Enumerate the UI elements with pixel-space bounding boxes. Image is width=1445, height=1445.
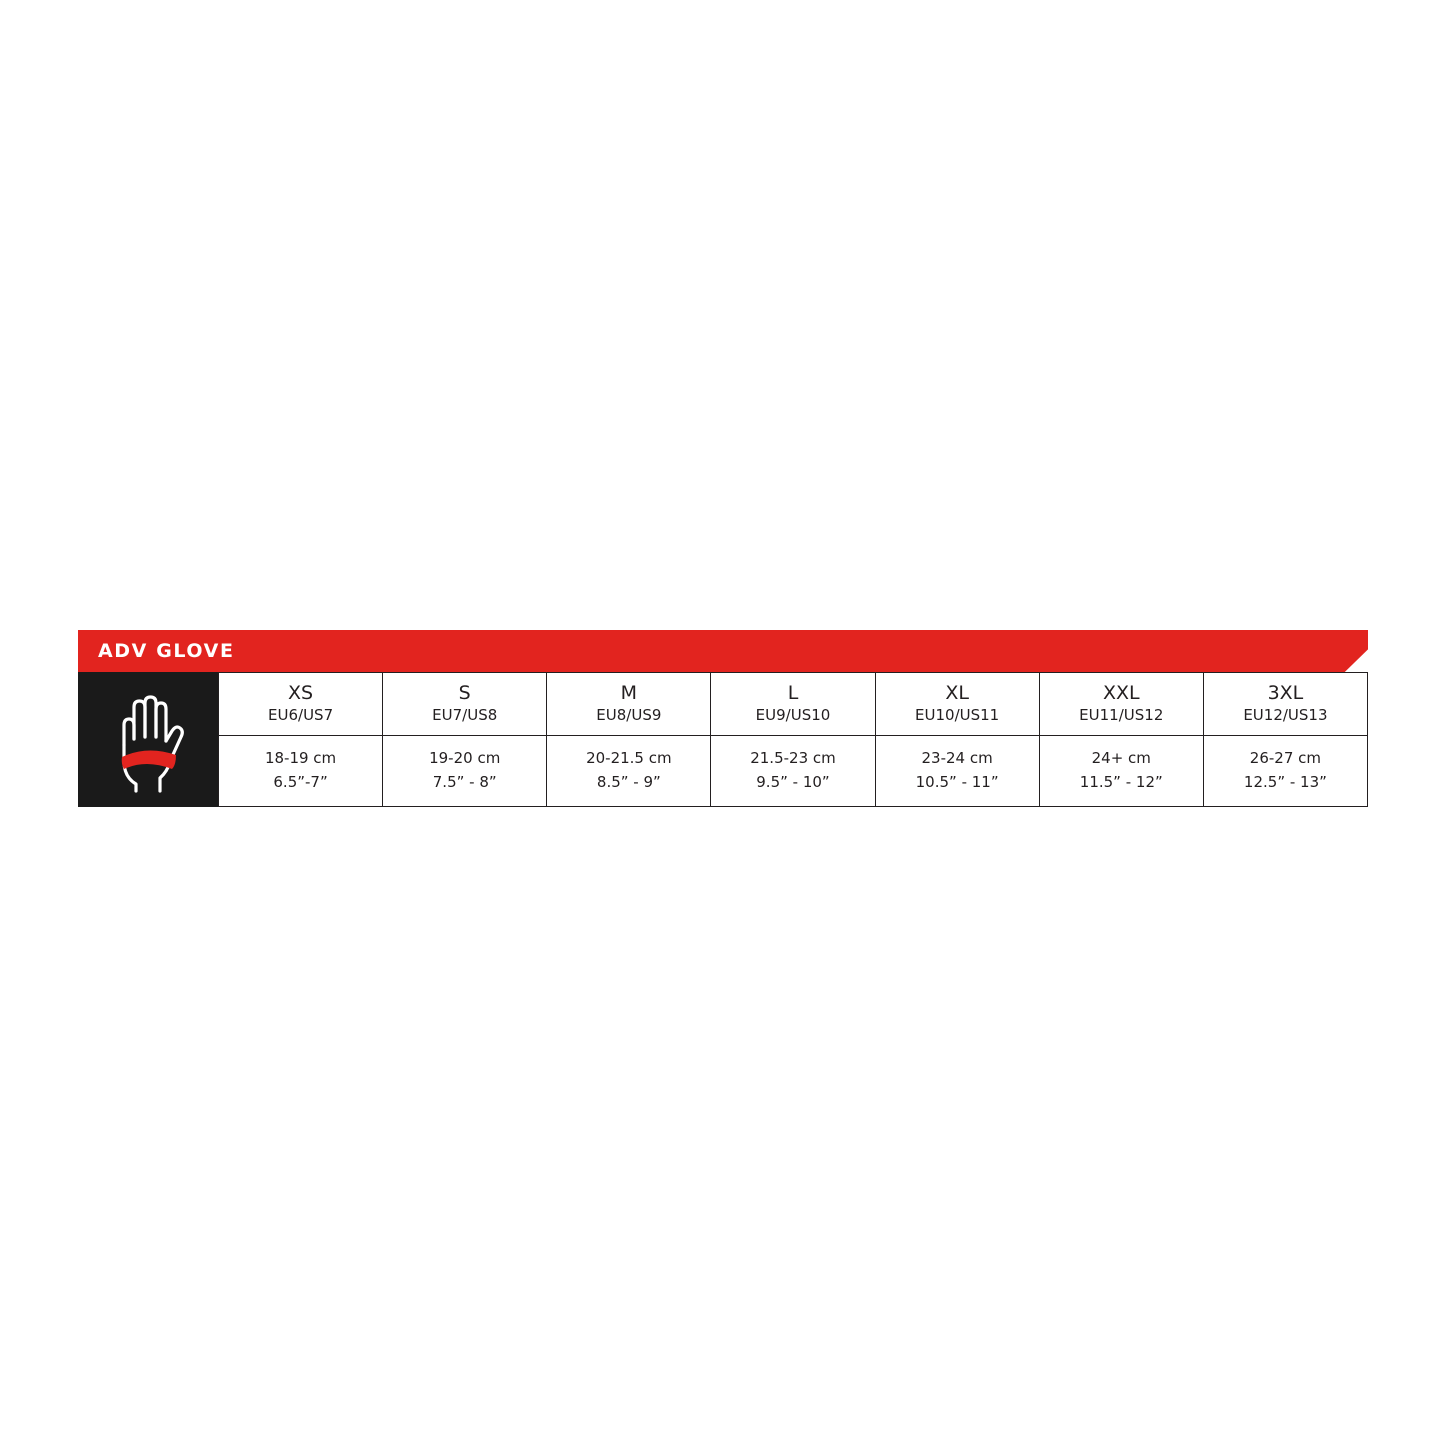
glove-illustration-cell [78, 672, 218, 807]
table-cell [875, 736, 1039, 806]
size-table-grid [218, 672, 1368, 807]
page-title: ADV GLOVE [98, 640, 235, 662]
table-header-cell [218, 673, 382, 735]
measurement-cm: 23-24 cm [921, 749, 993, 767]
chart-banner [78, 630, 1368, 672]
table-row [218, 736, 1367, 806]
measurement-inch: 9.5” - 10” [756, 773, 830, 791]
table-cell [546, 736, 710, 806]
measurement-cm: 24+ cm [1091, 749, 1151, 767]
size-chart [78, 630, 1368, 807]
measurement-inch: 12.5” - 13” [1243, 773, 1327, 791]
measurement-inch: 7.5” - 8” [432, 773, 497, 791]
table-header-cell [1039, 673, 1203, 735]
table-cell [1203, 736, 1367, 806]
size-label: S [458, 682, 471, 704]
table-cell [218, 736, 382, 806]
size-equivalent: EU12/US13 [1243, 706, 1328, 724]
size-label: XXL [1102, 682, 1140, 704]
size-equivalent: EU11/US12 [1079, 706, 1164, 724]
banner-background [78, 630, 1368, 672]
measurement-inch: 6.5”-7” [273, 773, 328, 791]
measurement-cm: 26-27 cm [1249, 749, 1322, 767]
table-header-cell [710, 673, 874, 735]
size-equivalent: EU7/US8 [432, 706, 498, 724]
size-equivalent: EU6/US7 [268, 706, 334, 724]
table-header-cell [875, 673, 1039, 735]
size-label: M [620, 682, 638, 704]
size-label: XL [945, 682, 969, 704]
size-equivalent: EU10/US11 [915, 706, 1000, 724]
size-label: 3XL [1267, 682, 1304, 704]
table-header-cell [546, 673, 710, 735]
measurement-cm: 20-21.5 cm [586, 749, 672, 767]
table-header-cell [1203, 673, 1367, 735]
measurement-inch: 8.5” - 9” [596, 773, 661, 791]
table-cell [710, 736, 874, 806]
size-label: XS [288, 682, 314, 704]
size-table [78, 672, 1368, 807]
measurement-inch: 11.5” - 12” [1079, 773, 1163, 791]
measurement-cm: 18-19 cm [264, 749, 337, 767]
measurement-inch: 10.5” - 11” [915, 773, 999, 791]
measurement-cm: 19-20 cm [429, 749, 501, 767]
size-label: L [787, 682, 799, 704]
size-equivalent: EU9/US10 [755, 706, 831, 724]
glove-hand-icon [102, 685, 194, 795]
size-equivalent: EU8/US9 [596, 706, 662, 724]
table-cell [1039, 736, 1203, 806]
table-header-cell [382, 673, 546, 735]
table-cell [382, 736, 546, 806]
table-header-row [218, 673, 1367, 736]
measurement-cm: 21.5-23 cm [750, 749, 836, 767]
